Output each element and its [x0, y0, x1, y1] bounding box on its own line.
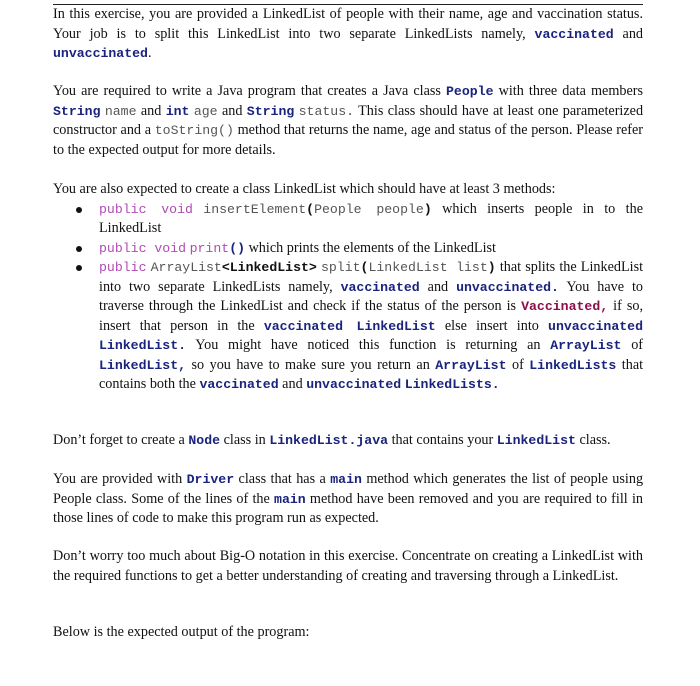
big-o-paragraph: Don’t worry too much about Big-O notation in this exercise. Concentrate on creating a LinkedList with the required functions to get a better understanding of creating and traversing through a LinkedList.	[53, 548, 643, 584]
intro-text: .	[147, 45, 152, 61]
text: This class should have at least one parameterized constructor and a	[53, 102, 644, 138]
code-keyword: public void	[99, 240, 187, 256]
driver-paragraph	[53, 470, 643, 529]
code-unvaccinated: unvaccinated	[306, 377, 402, 392]
code-unvaccinated: unvaccinated	[53, 46, 148, 61]
method-desc: so you have to make sure you return an	[191, 356, 430, 373]
method-desc: that splits the LinkedList into two separate LinkedLists namely,	[99, 259, 644, 295]
code-vaccinated: vaccinated	[199, 377, 279, 392]
text: method have been removed and you are required to fill in those lines of code to make this program run as expected.	[53, 490, 643, 526]
code-linkedlists: LinkedLists	[529, 357, 617, 373]
code-linkedlist: LinkedList,	[99, 357, 187, 373]
list-item-split	[53, 258, 643, 395]
node-class-paragraph	[53, 431, 611, 451]
code-name: name	[104, 103, 137, 119]
expected-output-paragraph: Below is the expected output of the program:	[53, 624, 310, 640]
text: with three data members	[498, 83, 644, 99]
code-paren: (	[306, 201, 315, 217]
code-vaccinated-linkedlist: vaccinated LinkedList	[263, 318, 436, 334]
methods-intro: You are also expected to create a class LinkedList which should have at least 3 methods:	[53, 181, 556, 197]
method-desc: You might have noticed this function is returning an	[195, 337, 541, 353]
code-unvaccinated-linkedlist: unvaccinated LinkedList.	[99, 318, 643, 353]
code-vaccinated: vaccinated	[340, 279, 420, 295]
code-vaccinated: vaccinated	[534, 26, 614, 42]
code-method-name: split	[320, 260, 361, 275]
code-arraylist: ArrayList	[550, 338, 622, 353]
intro-paragraph	[53, 5, 643, 64]
text: You are provided with	[53, 471, 183, 487]
method-desc: which inserts people in to the LinkedList	[99, 200, 643, 236]
code-paren: (	[360, 260, 369, 275]
intro-text: and	[622, 25, 644, 42]
code-tostring: toString()	[154, 123, 234, 138]
code-params: LinkedList list	[368, 260, 488, 275]
code-method-name: insertElement	[203, 201, 307, 217]
code-main: main	[274, 491, 306, 507]
code-vaccinated-status: Vaccinated,	[521, 299, 609, 314]
method-desc: of	[511, 356, 524, 373]
text: class.	[579, 432, 611, 448]
code-linkedlists: LinkedLists.	[404, 377, 500, 392]
code-status: status.	[298, 103, 355, 119]
bullet-icon	[76, 246, 82, 252]
text: You are required to write a Java program that creates a Java class	[53, 83, 441, 99]
code-string: String	[53, 103, 101, 119]
text: and	[140, 102, 162, 119]
text: Don’t forget to create a	[53, 432, 185, 448]
methods-list	[53, 200, 643, 395]
method-desc: which prints the elements of the LinkedList	[248, 239, 496, 256]
code-int: int	[165, 103, 190, 119]
code-string: String	[246, 103, 295, 119]
text: that contains your	[391, 432, 494, 448]
method-desc: of	[631, 337, 644, 353]
code-keyword: public	[99, 260, 147, 275]
code-arraylist: ArrayList	[435, 357, 507, 373]
bullet-icon	[76, 265, 82, 271]
method-desc: that contains both the	[99, 356, 644, 392]
code-keyword: public void	[99, 201, 193, 217]
text: method that returns the name, age and status of the person. Please refer to the expected output for more details.	[53, 122, 644, 158]
code-paren: ()	[229, 240, 246, 256]
code-main: main	[330, 472, 362, 487]
code-unvaccinated: unvaccinated.	[456, 279, 559, 295]
code-paren: )	[423, 201, 432, 217]
code-node: Node	[188, 433, 221, 448]
people-class-paragraph	[53, 82, 643, 160]
code-return-type: ArrayList	[150, 260, 222, 275]
code-driver: Driver	[186, 472, 235, 487]
method-desc: else insert into	[444, 317, 539, 334]
code-paren: )	[487, 260, 496, 275]
text: class in	[223, 432, 266, 448]
method-desc: and	[427, 278, 449, 295]
code-generic: <LinkedList>	[221, 260, 317, 275]
intro-text: In this exercise, you are provided a LinkedList of people with their name, age and vaccination status. Your job is to split this LinkedList into two separate LinkedLists namely,	[53, 6, 643, 42]
text: method which generates the list of people using People class. Some of the lines of the	[53, 471, 644, 507]
code-linkedlist: LinkedList	[496, 433, 576, 448]
methods-section	[53, 180, 643, 395]
code-people: People	[446, 84, 494, 99]
text: and	[221, 102, 243, 119]
code-filename: LinkedList.java	[269, 433, 389, 448]
list-item-insert-element	[53, 200, 643, 239]
method-desc: if so, insert that person in the	[99, 298, 644, 334]
method-desc: and	[282, 376, 303, 392]
code-method-name: print	[189, 240, 230, 256]
bullet-icon	[76, 207, 82, 213]
code-age: age	[193, 103, 218, 119]
list-item-print	[53, 239, 643, 259]
text: class that has a	[238, 471, 326, 487]
code-params: People people	[314, 201, 424, 217]
method-desc: You have to traverse through the LinkedList and check if the status of the person is	[99, 278, 644, 314]
